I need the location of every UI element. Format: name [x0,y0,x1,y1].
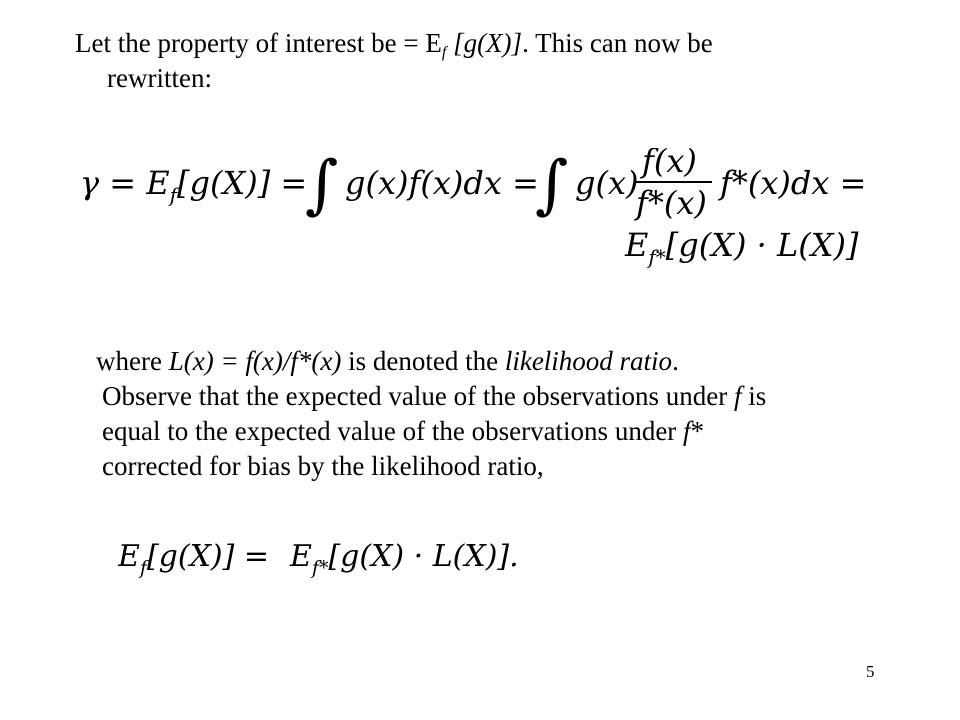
eq-integrand-2-post: f*(x)dx = [720,164,867,202]
eq-frac-numerator: f(x) [642,148,697,180]
intro-line-2: rewritten: [107,63,212,93]
page-number: 5 [866,662,875,681]
eq-integrand-1: g(x)f(x)dx = [345,164,539,202]
explanation-line-4: corrected for bias by the likelihood ratio, [102,451,544,481]
final-equation [118,532,538,582]
eq-frac-denominator: f*(x) [636,184,707,222]
final-eq-lhs: $E_f[g(X)]$ = [118,539,270,579]
integral-sign-1: ∫ [305,148,339,222]
integral-sign-2: ∫ [535,148,569,222]
eq-integrand-2-pre: g(x) [575,164,639,202]
main-equation [80,148,870,274]
explanation-paragraph [96,344,932,484]
explanation-line-1: where L(x) = f(x)/f*(x) is denoted the likelihood ratio. [96,346,679,376]
intro-paragraph [75,26,935,96]
final-eq-rhs: $E_{f*}[g(X) \cdot L(X)]$. [290,539,519,579]
intro-line-1: Let the property of interest be = $E_f$ [g(X)]. This can now be [75,28,713,61]
eq-lhs: $\gamma = E_f[g(X)]$ = [80,164,308,207]
explanation-line-3: equal to the expected value of the observations under f* [102,416,705,446]
eq-line-2: $E_{f*}[g(X) \cdot L(X)]$ [625,226,859,269]
explanation-line-2: Observe that the expected value of the observations under f is [102,381,767,411]
